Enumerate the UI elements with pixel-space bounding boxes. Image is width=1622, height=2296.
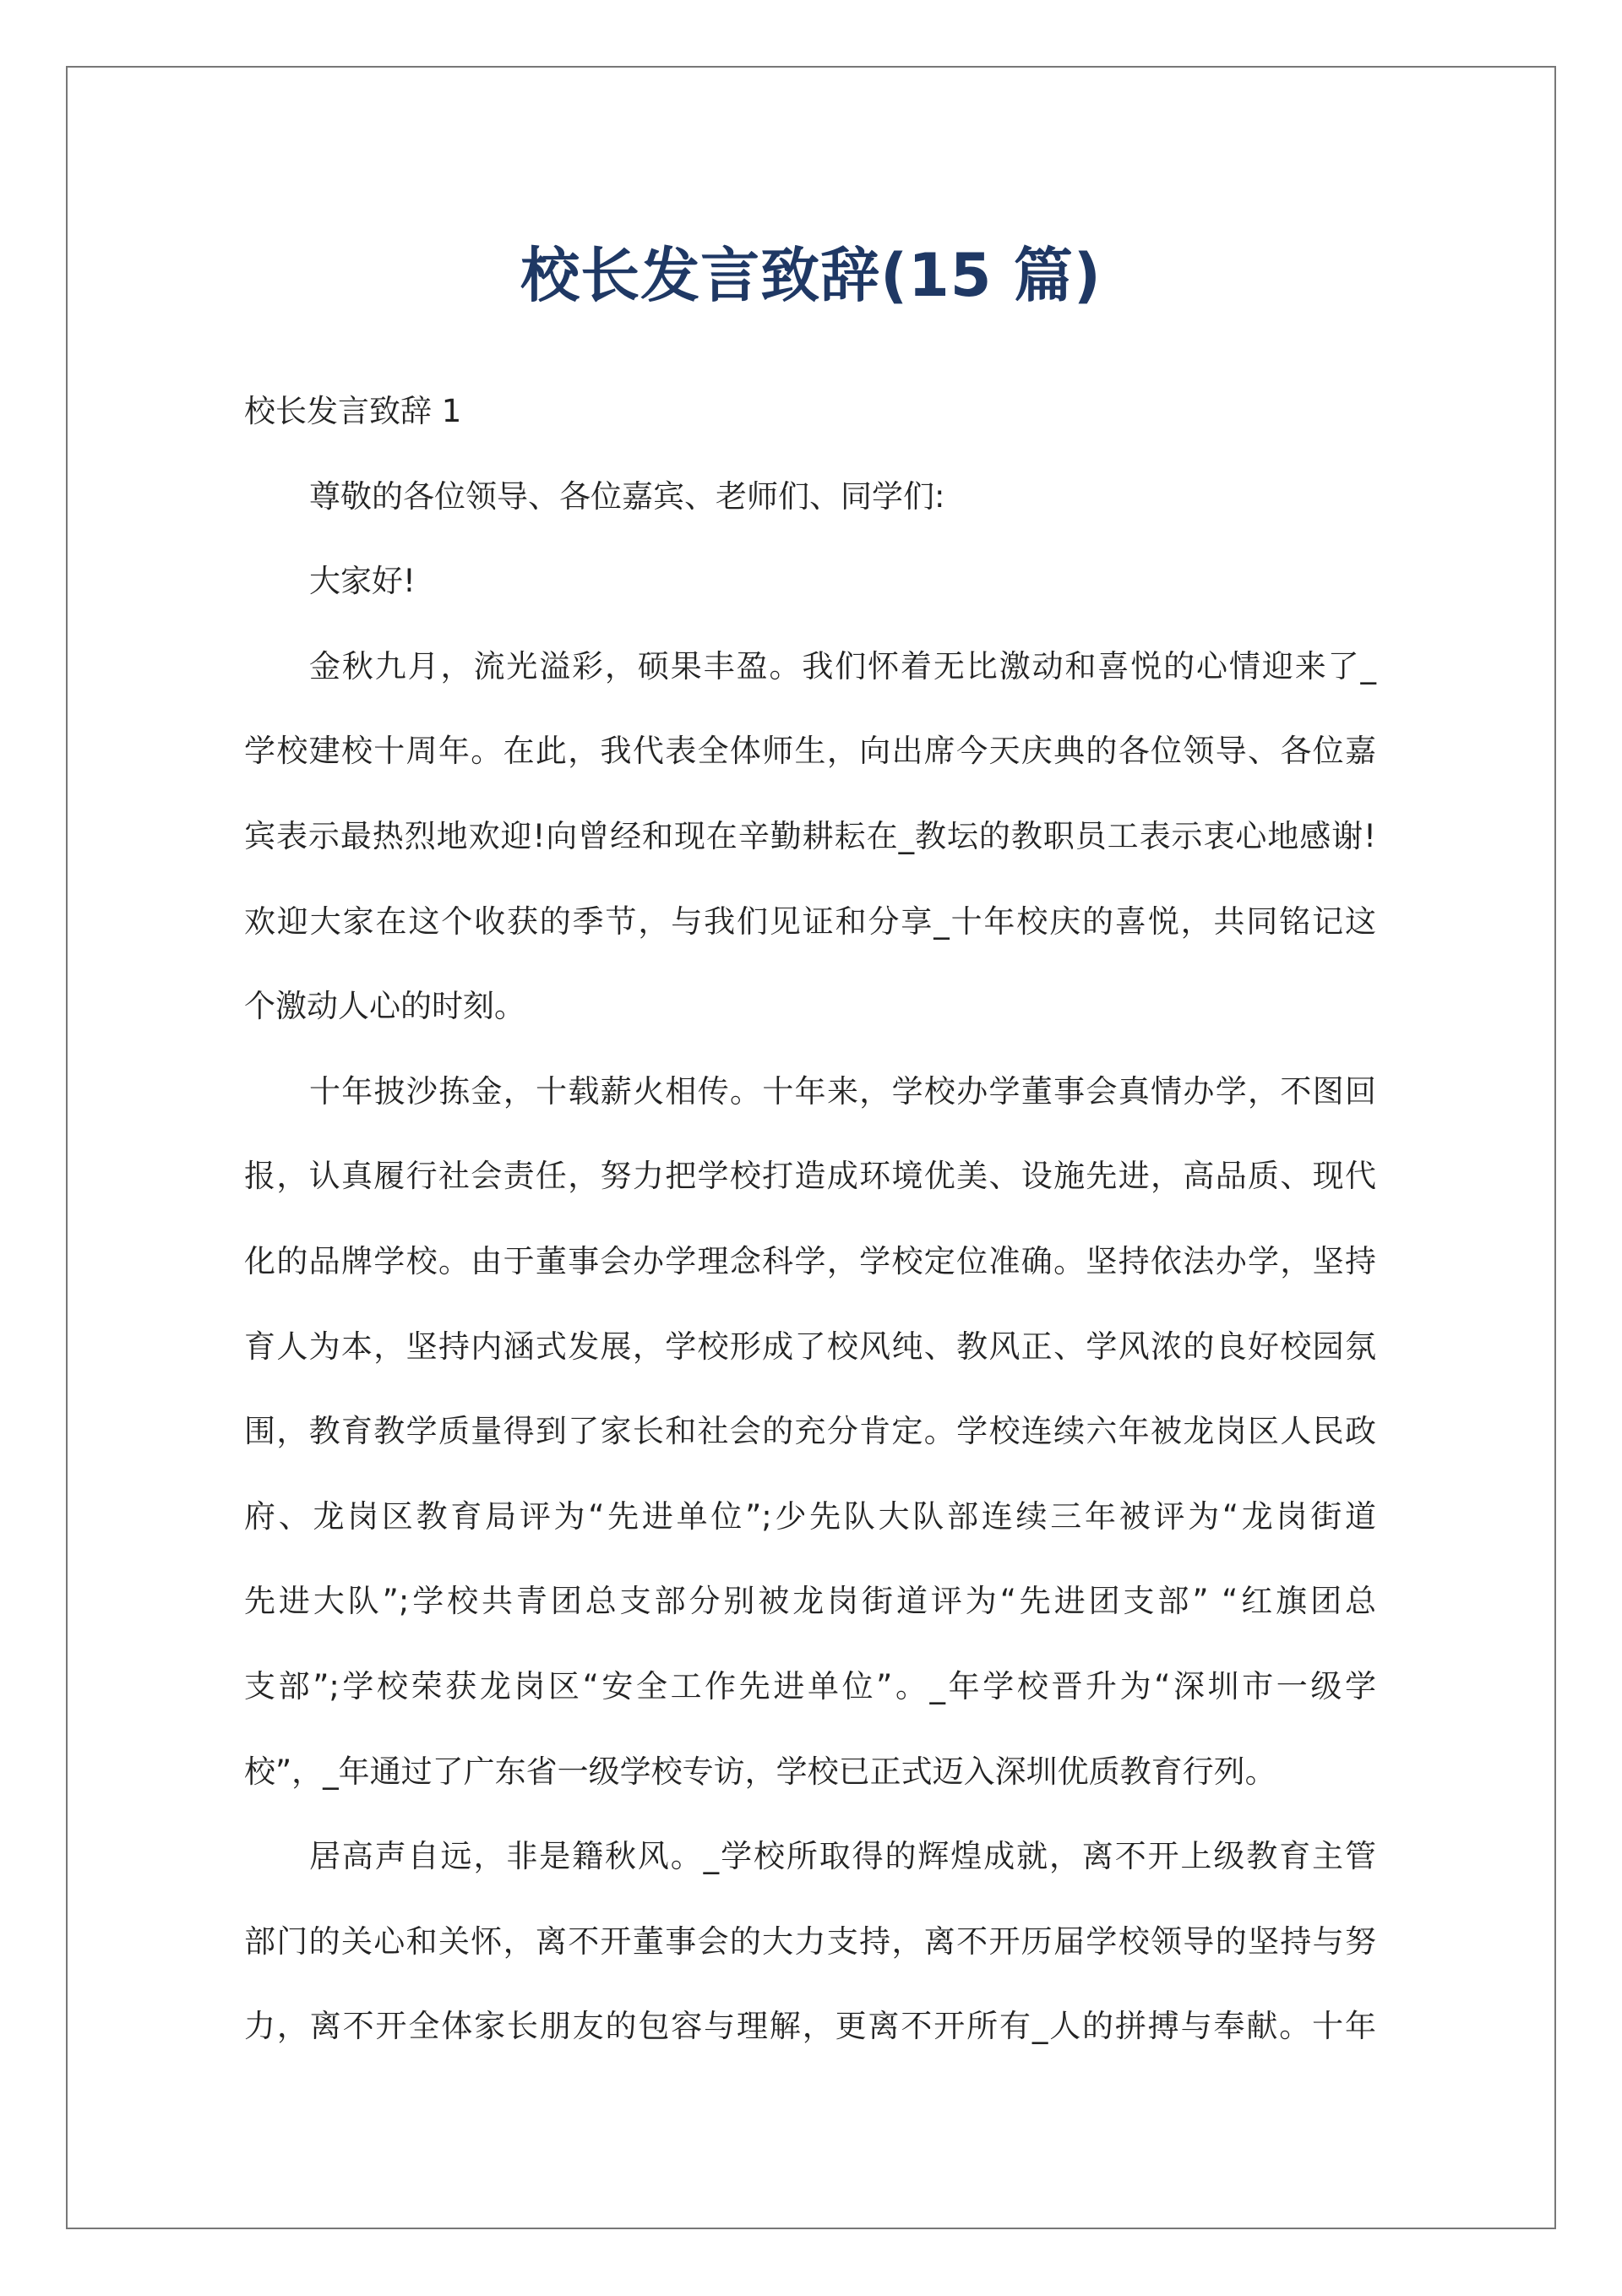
text-line: 欢迎大家在这个收获的季节，与我们见证和分享_十年校庆的喜悦，共同铭记这 xyxy=(244,903,1376,940)
text-line: 学校建校十周年。在此，我代表全体师生，向出席今天庆典的各位领导、各位嘉 xyxy=(244,733,1376,770)
text-line: 育人为本，坚持内涵式发展，学校形成了校风纯、教风正、学风浓的良好校园氛 xyxy=(244,1328,1376,1365)
paragraphs xyxy=(244,640,1376,2085)
text-line: 部门的关心和关怀，离不开董事会的大力支持，离不开历届学校领导的坚持与努 xyxy=(244,1922,1376,1960)
text-line: 围，教育教学质量得到了家长和社会的充分肯定。学校连续六年被龙岗区人民政 xyxy=(244,1413,1376,1450)
paragraph xyxy=(244,640,1376,1065)
greeting: 大家好! xyxy=(309,563,416,600)
text-line: 居高声自远，非是籍秋风。_学校所取得的辉煌成就，离不开上级教育主管 xyxy=(309,1838,1376,1875)
text-line: 府、龙岗区教育局评为“先进单位”;少先队大队部连续三年被评为“龙岗街道 xyxy=(244,1497,1376,1535)
text-line: 报，认真履行社会责任，努力把学校打造成环境优美、设施先进，高品质、现代 xyxy=(244,1158,1376,1195)
text-line: 化的品牌学校。由于董事会办学理念科学，学校定位准确。坚持依法办学，坚持 xyxy=(244,1242,1376,1279)
text-line: 力，离不开全体家长朋友的包容与理解，更离不开所有_人的拼搏与奉献。十年 xyxy=(244,2008,1376,2045)
text-line: 宾表示最热烈地欢迎!向曾经和现在辛勤耕耘在_教坛的教职员工表示衷心地感谢! xyxy=(244,817,1376,854)
text-line: 十年披沙拣金，十载薪火相传。十年来，学校办学董事会真情办学，不图回 xyxy=(309,1072,1376,1110)
paragraph xyxy=(244,1065,1376,1830)
document-title: 校长发言致辞(15 篇) xyxy=(520,241,1102,310)
section-heading: 校长发言致辞 1 xyxy=(244,393,462,429)
salutation: 尊敬的各位领导、各位嘉宾、老师们、同学们: xyxy=(309,477,945,515)
document-body xyxy=(244,384,1376,2085)
paragraph xyxy=(244,1830,1376,2085)
text-line: 校”，_年通过了广东省一级学校专访，学校已正式迈入深圳优质教育行列。 xyxy=(244,1753,1276,1790)
text-line: 支部”;学校荣获龙岗区“安全工作先进单位”。_年学校晋升为“深圳市一级学 xyxy=(244,1667,1376,1704)
text-line: 金秋九月，流光溢彩，硕果丰盈。我们怀着无比激动和喜悦的心情迎来了_ xyxy=(309,647,1376,684)
text-line: 先进大队”;学校共青团总支部分别被龙岗街道评为“先进团支部” “红旗团总 xyxy=(244,1583,1376,1620)
text-line: 个激动人心的时刻。 xyxy=(244,988,525,1025)
